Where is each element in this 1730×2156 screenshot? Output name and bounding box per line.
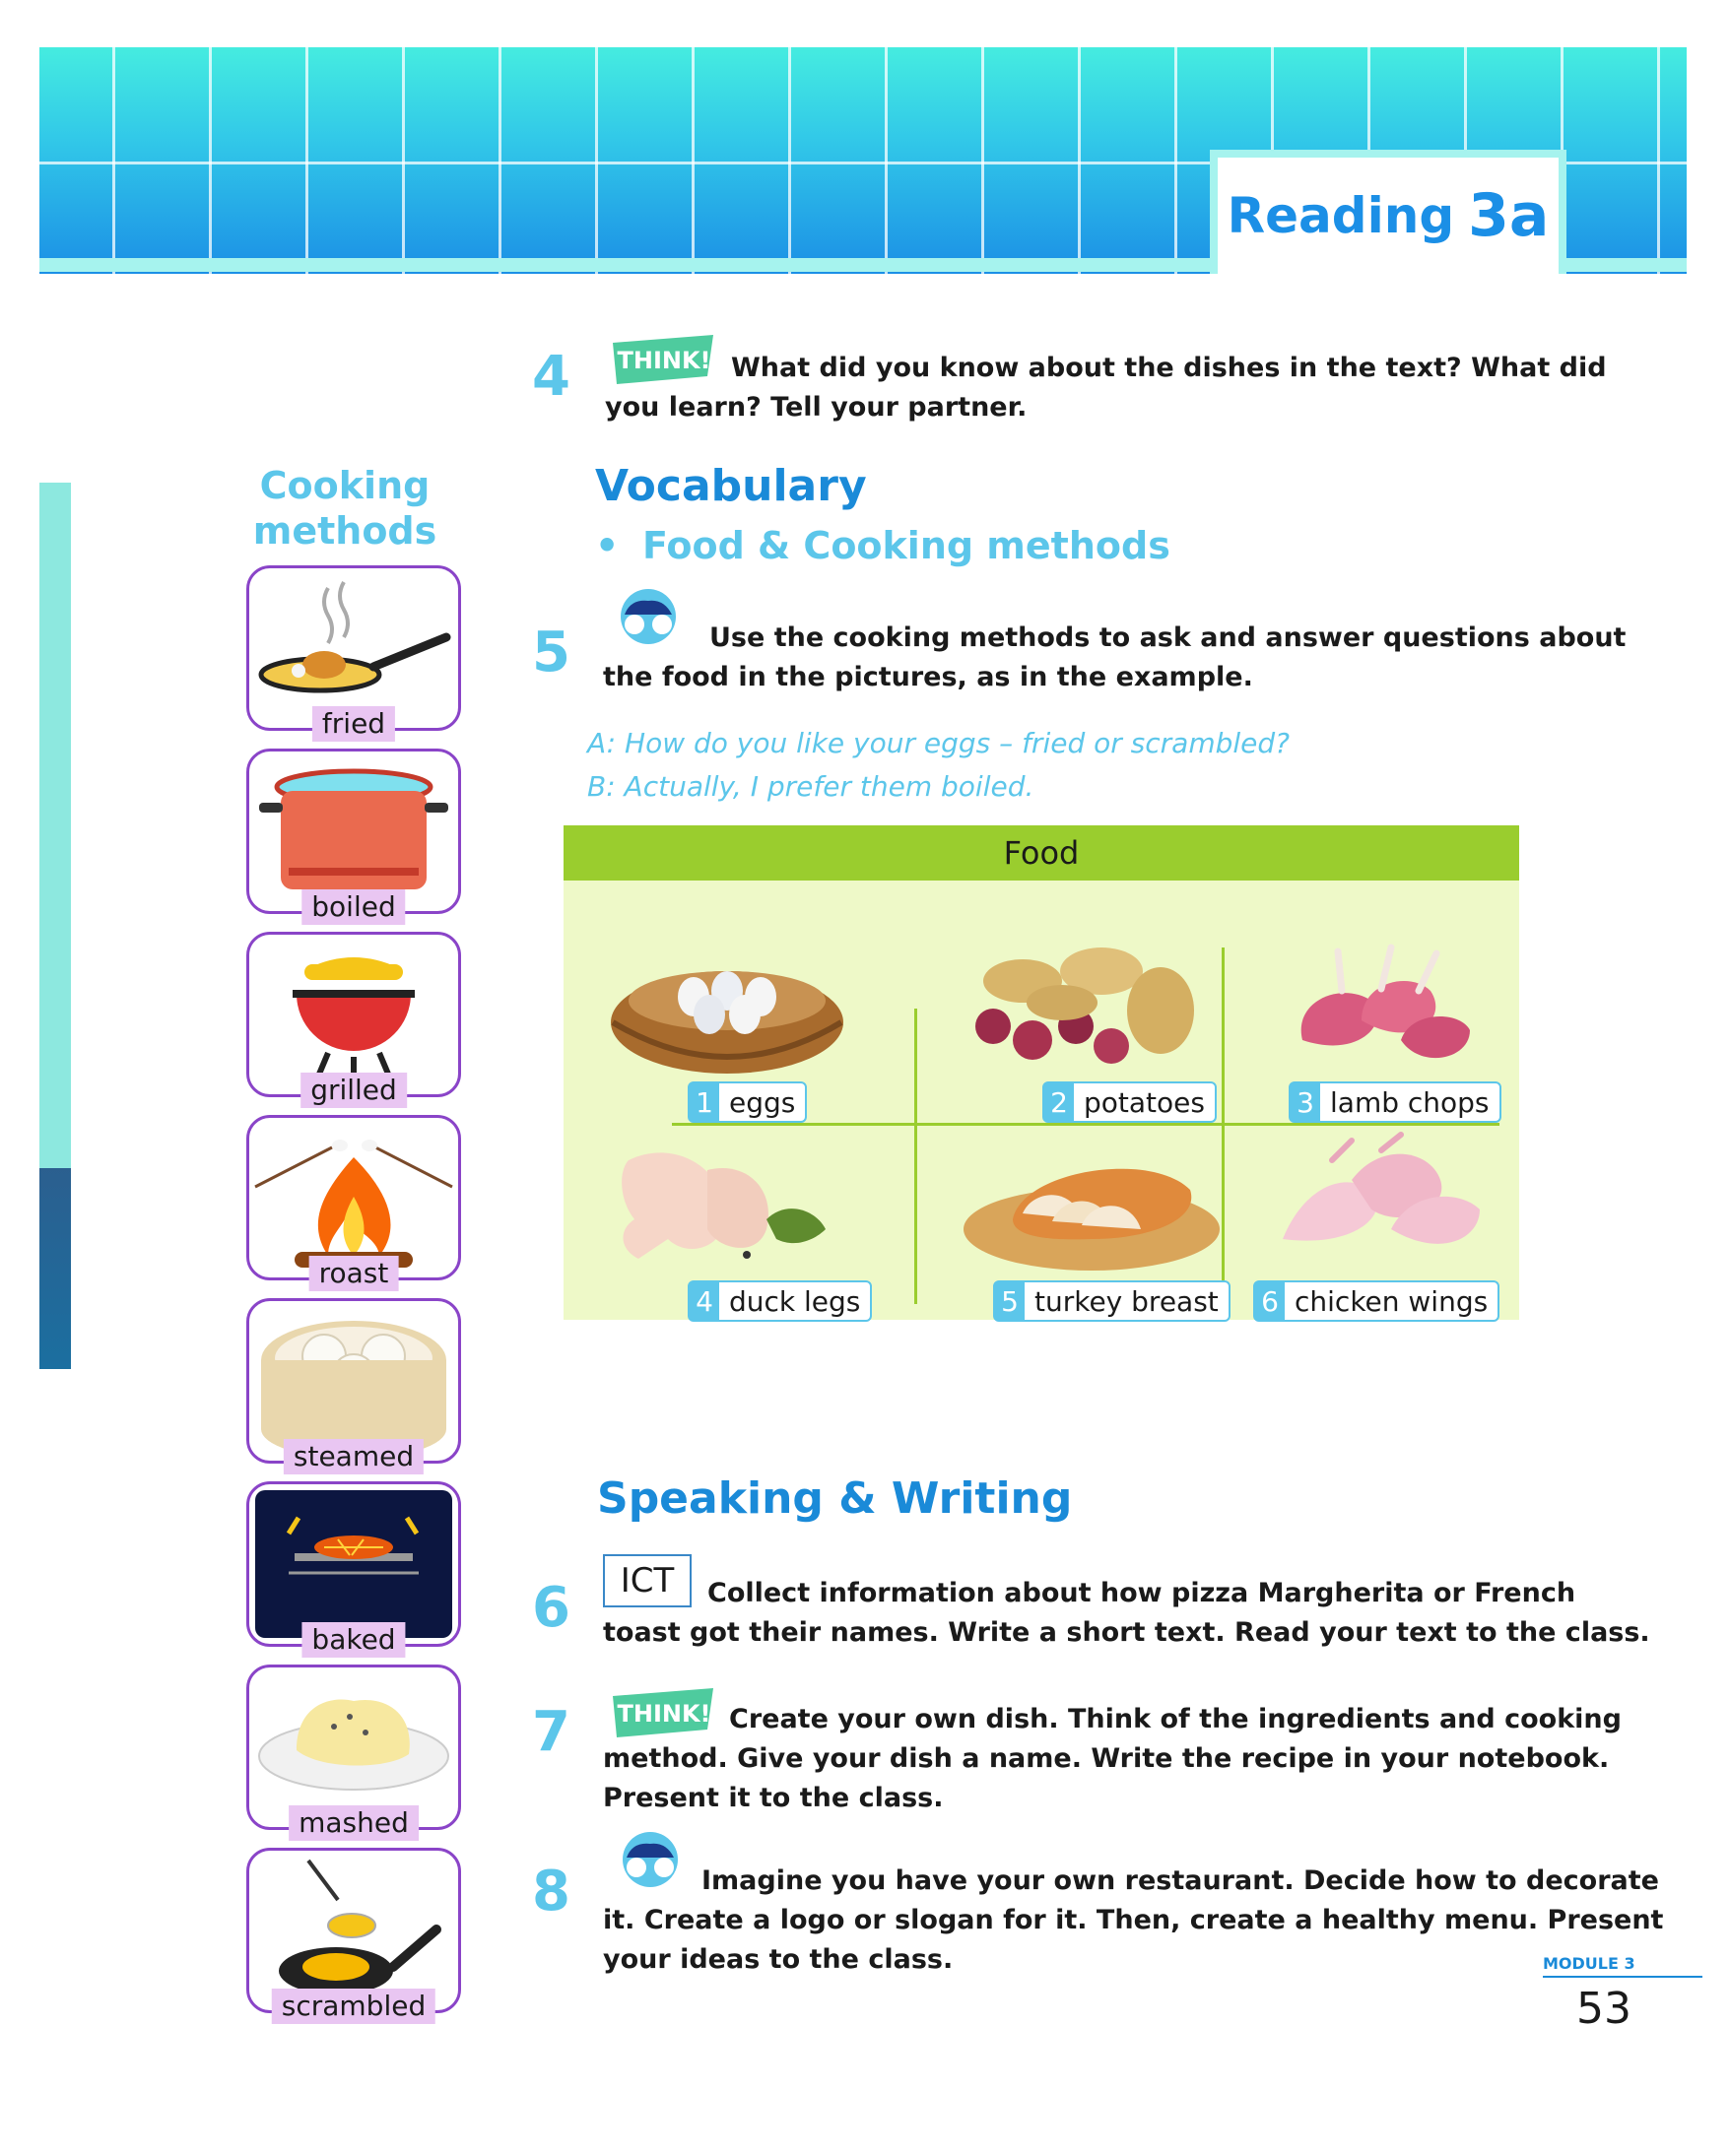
exercise-4-text-line2: you learn? Tell your partner. [605,392,1028,423]
food-label-duck-legs [688,1280,872,1322]
potatoes-image [954,932,1230,1079]
food-label-turkey-breast [993,1280,1231,1322]
exercise-4-text-line1: What did you know about the dishes in the text? What did [731,353,1607,383]
method-card-fried [246,565,461,740]
mashed-potatoes-icon [249,1667,458,1827]
method-card-boiled [246,749,461,923]
method-label-grilled: grilled [300,1073,407,1108]
cooking-methods-title: Cooking methods [252,464,437,553]
vocabulary-subtitle: Food & Cooking methods [642,524,1170,567]
exercise-8-text-line2: it. Create a logo or slogan for it. Then, create a healthy menu. Present [603,1905,1664,1935]
exercise-6-text-line1: Collect information about how pizza Margherita or French [707,1578,1576,1608]
food-label-eggs [688,1081,807,1123]
exercise-8-number: 8 [532,1860,570,1924]
lamb-chops-image [1243,932,1519,1079]
food-item-chicken-wings [1243,1131,1519,1318]
method-label-baked: baked [301,1622,405,1658]
section-number: 3a [1468,181,1550,250]
food-label-lamb-chops [1289,1081,1501,1123]
food-text-eggs: eggs [729,1085,796,1119]
think-badge-icon [609,333,717,388]
food-item-potatoes [954,932,1230,1119]
steamer-basket-icon [249,1301,458,1461]
method-label-mashed: mashed [289,1805,419,1841]
side-strip-dark [39,1168,71,1369]
food-text-lamb-chops: lamb chops [1330,1085,1490,1119]
exercise-5-text-line2: the food in the pictures, as in the example. [603,662,1253,692]
frying-pan-icon [249,568,458,728]
section-tag [1210,150,1566,274]
exercise-6-number: 6 [532,1576,570,1640]
food-number-1: 1 [690,1083,719,1121]
food-label-chicken-wings [1253,1280,1499,1322]
food-text-turkey-breast: turkey breast [1034,1284,1219,1318]
food-text-chicken-wings: chicken wings [1295,1284,1489,1318]
dialog-line-a: A: How do you like your eggs – fried or scrambled? [587,727,1291,759]
campfire-icon [249,1118,458,1277]
page-number: 53 [1576,1984,1631,2034]
method-card-roast [246,1115,461,1289]
think-badge-text: THINK! [617,347,711,374]
pair-work-icon [607,1830,694,1895]
food-label-potatoes [1042,1081,1217,1123]
exercise-5-number: 5 [532,621,570,685]
exercise-7-number: 7 [532,1700,570,1764]
exercise-7-text-line3: Present it to the class. [603,1783,944,1813]
scrambled-eggs-pan-icon [249,1851,458,2010]
oven-icon [249,1484,458,1644]
module-label: MODULE 3 [1543,1954,1635,1973]
method-card-grilled [246,932,461,1106]
duck-legs-image [599,1131,875,1278]
exercise-8-text-line3: your ideas to the class. [603,1944,954,1975]
think-badge-text: THINK! [617,1700,711,1728]
food-text-duck-legs: duck legs [729,1284,861,1318]
vocabulary-title: Vocabulary [595,461,867,511]
turkey-breast-image [954,1131,1230,1278]
exercise-5-text-line1: Use the cooking methods to ask and answer questions about [709,622,1627,653]
egg-basket-image [599,932,875,1079]
exercise-7-text-line2: method. Give your dish a name. Write the recipe in your notebook. [603,1743,1610,1774]
food-number-2: 2 [1044,1083,1074,1121]
boiling-pot-icon [249,751,458,911]
food-item-duck-legs [599,1131,875,1318]
exercise-8-text-line1: Imagine you have your own restaurant. Decide how to decorate [701,1865,1659,1896]
section-word: Reading [1227,187,1455,244]
food-header: Food [564,825,1519,881]
method-card-mashed [246,1665,461,1839]
food-number-6: 6 [1255,1282,1285,1320]
dialog-line-b: B: Actually, I prefer them boiled. [587,770,1034,803]
food-item-eggs [599,932,875,1119]
food-number-4: 4 [690,1282,719,1320]
pair-work-icon [605,587,692,652]
food-text-potatoes: potatoes [1084,1085,1205,1119]
food-item-lamb-chops [1243,932,1519,1119]
method-label-steamed: steamed [284,1439,424,1474]
exercise-6-text-line2: toast got their names. Write a short text. Read your text to the class. [603,1617,1650,1648]
vocabulary-bullet: • [595,524,620,567]
ict-badge: ICT [603,1554,692,1607]
food-panel [564,825,1519,1320]
speaking-writing-title: Speaking & Writing [597,1473,1073,1524]
method-label-roast: roast [309,1256,399,1291]
method-card-steamed [246,1298,461,1472]
grill-icon [249,935,458,1094]
method-label-scrambled: scrambled [272,1989,435,2024]
method-card-scrambled [246,1848,461,2022]
exercise-4-number: 4 [532,345,570,409]
food-number-5: 5 [995,1282,1025,1320]
chicken-wings-image [1243,1131,1519,1278]
food-number-3: 3 [1291,1083,1320,1121]
method-card-baked [246,1481,461,1656]
exercise-7-text-line1: Create your own dish. Think of the ingredients and cooking [729,1704,1622,1734]
method-label-boiled: boiled [301,889,405,925]
method-label-fried: fried [312,706,395,742]
module-underline [1543,1976,1702,1978]
think-badge-icon [609,1686,717,1741]
food-item-turkey-breast [954,1131,1230,1318]
